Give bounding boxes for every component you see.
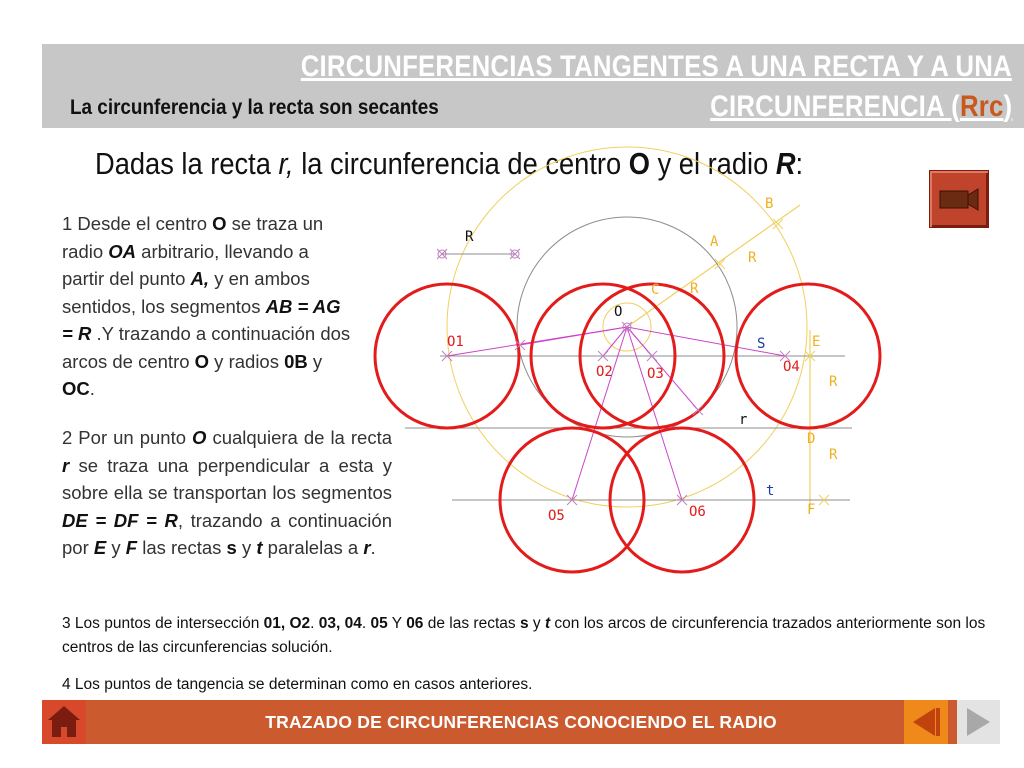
label-R-C: R [690, 281, 699, 297]
step-1-text: 1 Desde el centro O se traza un radio OA arbitrario, llevando a partir del punto A, y en ambos sentidos, los segmentos AB = AG = R .Y trazando a continuación dos arcos de centro O y radios 0B y OC. [62, 213, 351, 399]
home-button[interactable] [42, 700, 86, 744]
label-C: C [651, 282, 660, 298]
label-E: E [812, 334, 821, 350]
label-S: S [757, 336, 766, 352]
heading-text-4: : [795, 146, 804, 181]
label-O1: O1 [447, 334, 464, 350]
label-O2: O2 [596, 364, 613, 380]
step-4-text: 4 Los puntos de tangencia se determinan como en casos anteriores. [62, 676, 533, 693]
title-accent-link[interactable]: Rrc [959, 90, 1004, 123]
arrow-right-icon [957, 700, 1000, 744]
heading-r: r, [278, 146, 294, 181]
subtitle: La circunferencia y la recta son secantes [70, 96, 439, 119]
label-O6: O6 [689, 504, 706, 520]
label-F: F [807, 502, 816, 518]
label-R-D: R [829, 447, 838, 463]
home-icon [42, 700, 86, 744]
label-B: B [765, 196, 774, 212]
label-D: D [807, 431, 816, 447]
footer-title: TRAZADO DE CIRCUNFERENCIAS CONOCIENDO EL RADIO [265, 712, 777, 732]
step-2-text: 2 Por un punto O cualquiera de la recta r se traza una perpendicular a esta y sobre ella se transportan los segmentos DE = DF = R, trazando a continuación por E y F las rectas s y t paralelas a r. [62, 427, 392, 558]
heading-text-3: y el radio [649, 146, 776, 181]
title-line-1: CIRCUNFERENCIAS TANGENTES A UNA RECTA Y A UNA [300, 50, 1012, 83]
heading-text-2: la circunferencia de centro [293, 146, 629, 181]
heading-O: O [628, 146, 650, 181]
next-button[interactable] [957, 700, 1000, 744]
heading-R: R [775, 146, 796, 181]
label-O3: O3 [647, 366, 664, 382]
label-O5: O5 [548, 508, 565, 524]
radius-OB [627, 205, 800, 327]
label-r: r [739, 412, 748, 428]
footer-bar [42, 700, 1000, 744]
label-R-A: R [748, 250, 757, 266]
previous-button[interactable] [904, 700, 948, 744]
step-3-text: 3 Los puntos de intersección 01, O2. 03, 04. 05 Y 06 de las rectas s y t con los arcos de circunferencia trazados anteriormente son los centros de las circunferencias solución. [62, 615, 986, 656]
label-A: A [710, 234, 719, 250]
arrow-left-icon [904, 700, 948, 744]
label-O4: O4 [783, 359, 800, 375]
label-R-top: R [465, 229, 474, 245]
label-O: O [614, 304, 623, 320]
title-line-2-suffix: ) [1003, 90, 1012, 123]
heading-text-1: Dadas la recta [95, 146, 279, 181]
label-R-E: R [829, 374, 838, 390]
label-t: t [766, 483, 775, 499]
title-line-2-prefix: CIRCUNFERENCIA ( [709, 90, 960, 123]
